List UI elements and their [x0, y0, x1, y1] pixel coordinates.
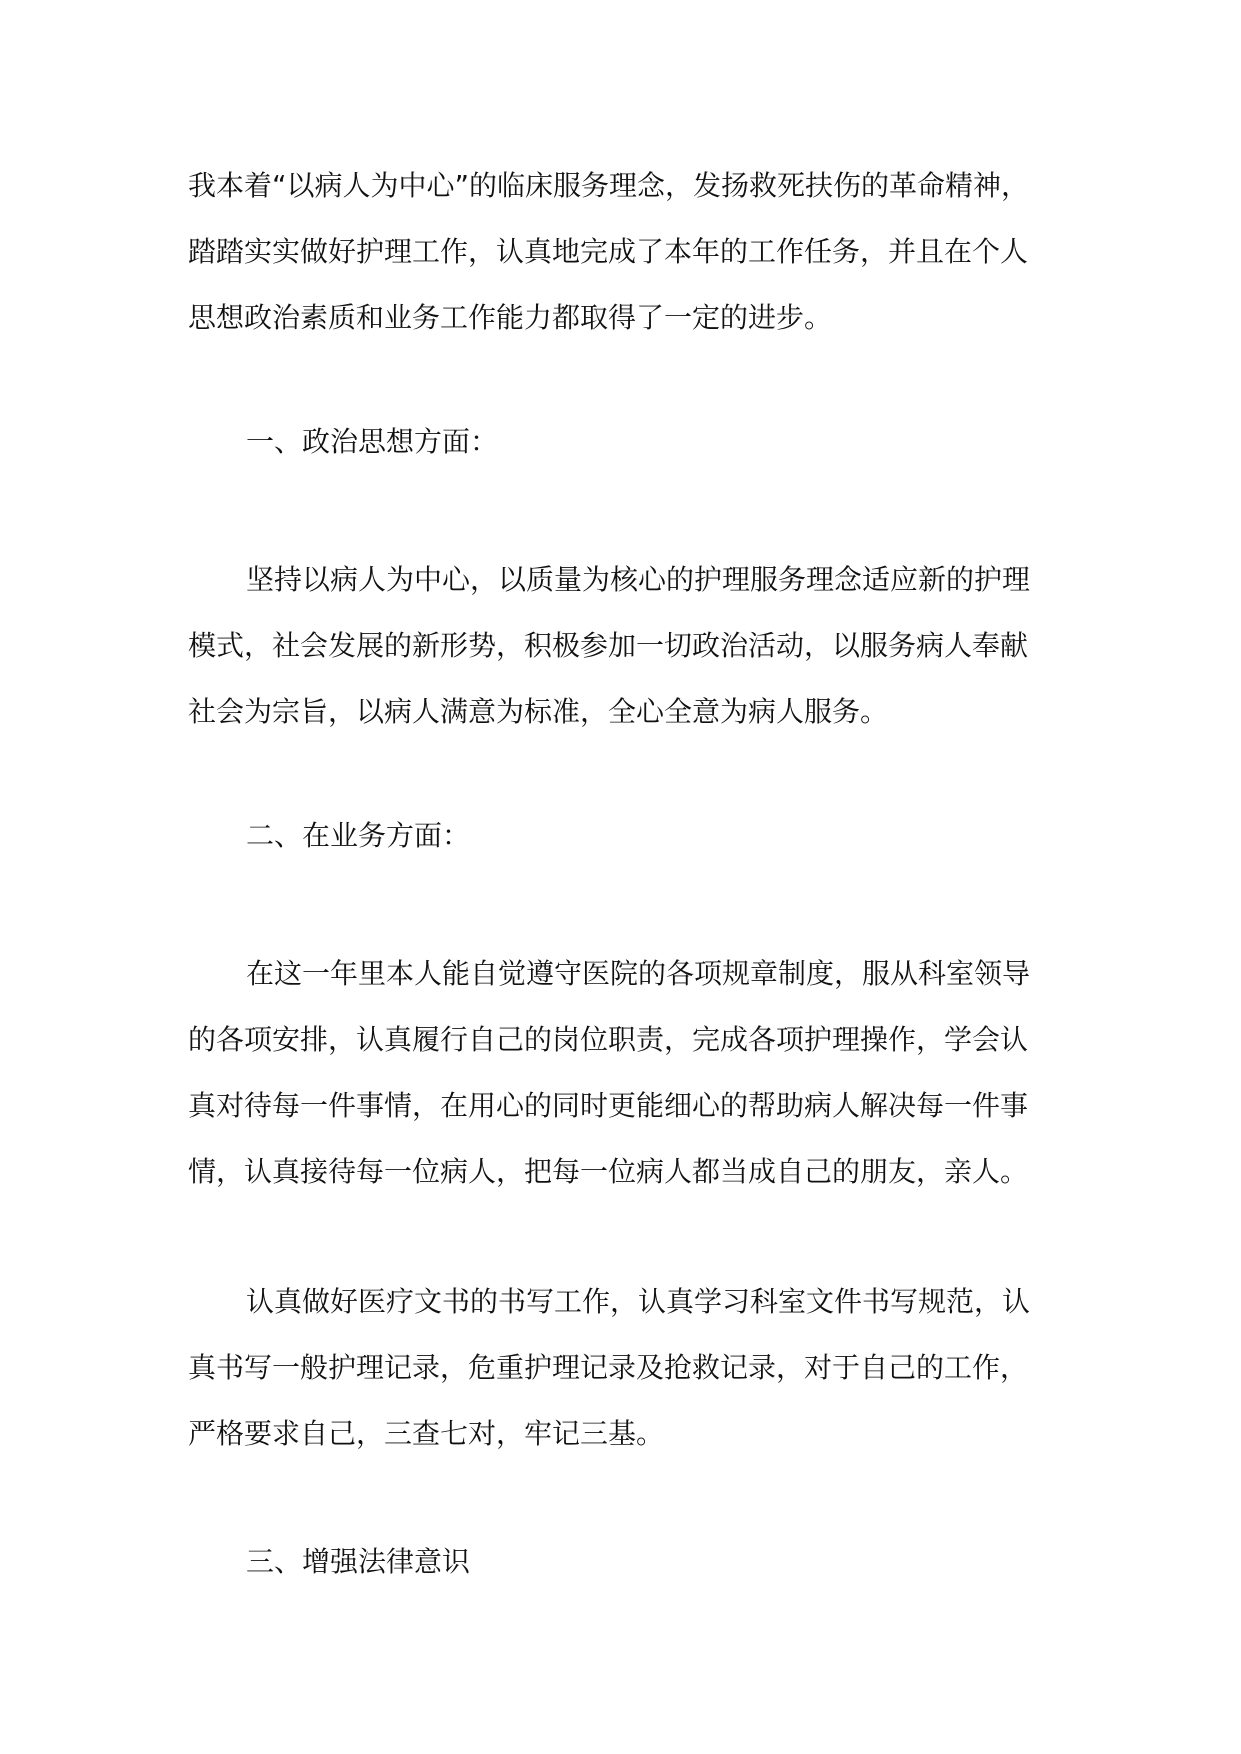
paragraph-line: 在这一年里本人能自觉遵守医院的各项规章制度，服从科室领导 [246, 957, 1031, 990]
section-heading: 二、在业务方面： [246, 819, 471, 852]
paragraph-line: 真书写一般护理记录，危重护理记录及抢救记录，对于自己的工作， [188, 1351, 1029, 1384]
paragraph-line: 思想政治素质和业务工作能力都取得了一定的进步。 [188, 301, 833, 334]
paragraph-line: 社会为宗旨，以病人满意为标准，全心全意为病人服务。 [188, 695, 889, 728]
paragraph-line: 严格要求自己，三查七对，牢记三基。 [188, 1417, 665, 1450]
paragraph-line: 我本着“以病人为中心”的临床服务理念，发扬救死扶伤的革命精神， [188, 169, 1030, 202]
paragraph-line: 踏踏实实做好护理工作，认真地完成了本年的工作任务，并且在个人 [188, 235, 1029, 268]
paragraph-line: 坚持以病人为中心，以质量为核心的护理服务理念适应新的护理 [246, 563, 1031, 596]
section-heading: 一、政治思想方面： [246, 425, 499, 458]
paragraph-line: 认真做好医疗文书的书写工作，认真学习科室文件书写规范，认 [246, 1285, 1031, 1318]
paragraph-line: 真对待每一件事情，在用心的同时更能细心的帮助病人解决每一件事 [188, 1089, 1029, 1122]
paragraph-line: 模式，社会发展的新形势，积极参加一切政治活动，以服务病人奉献 [188, 629, 1029, 662]
paragraph-line: 情，认真接待每一位病人，把每一位病人都当成自己的朋友，亲人。 [188, 1155, 1029, 1188]
paragraph-line: 的各项安排，认真履行自己的岗位职责，完成各项护理操作，学会认 [188, 1023, 1029, 1056]
section-heading: 三、增强法律意识 [246, 1545, 471, 1578]
